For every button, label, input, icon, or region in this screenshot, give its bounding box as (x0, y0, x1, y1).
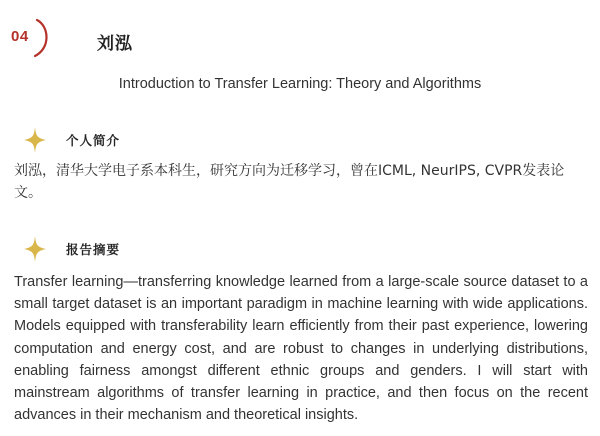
abstract-text: Transfer learning—transferring knowledge learned from a large-scale source dataset to a small target dataset is an important paradigm in machine learning with wide applications. Models equipped with transferability learn efficiently from their past experience, lowering computation and energy cost, and are robust to changes in underlying distributions, enabling fairness amongst different ethnic groups and genders. I will start with mainstream algorithms of transfer learning in practice, and then focus on the recent advances in their mechanism and theoretical insights. (14, 274, 588, 424)
speaker-name: 刘泓 (97, 34, 133, 54)
section-number: 04 (11, 28, 29, 45)
star-icon (24, 236, 46, 262)
abstract-heading-label: 报告摘要 (66, 242, 121, 257)
abstract-heading (24, 236, 120, 262)
bio-heading (24, 127, 120, 153)
star-icon (24, 127, 46, 153)
bio-text: 刘泓，清华大学电子系本科生，研究方向为迁移学习，曾在ICML, NeurIPS, CVPR发表论文。 (14, 163, 565, 201)
bio-heading-label: 个人简介 (66, 133, 121, 148)
talk-title: Introduction to Transfer Learning: Theory and Algorithms (118, 76, 482, 92)
speaker-header (0, 0, 600, 70)
section-number-badge (11, 18, 51, 58)
arc-decoration-icon (29, 18, 55, 58)
